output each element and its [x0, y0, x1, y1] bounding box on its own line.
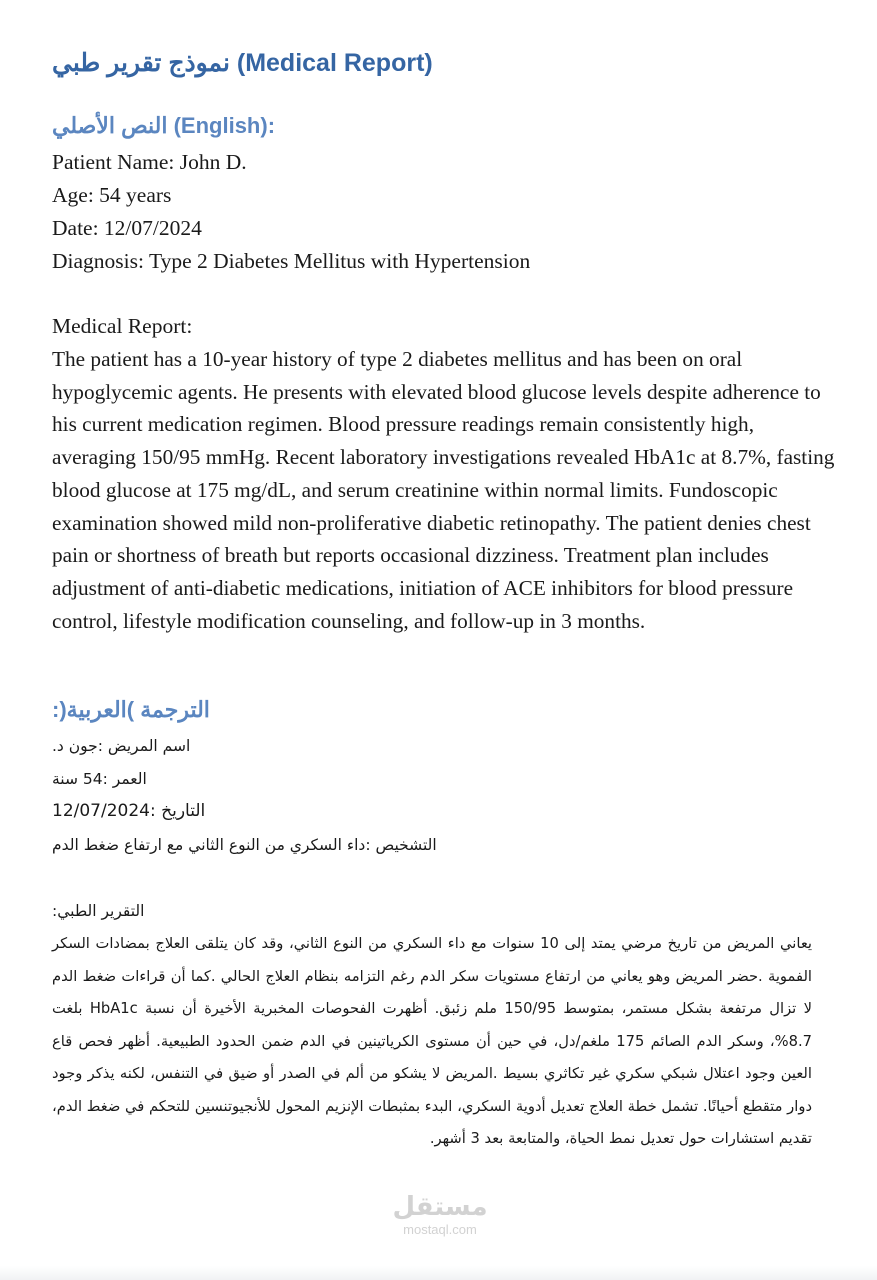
- arabic-diagnosis-line: التشخيص :داء السكري من النوع الثاني مع ارتفاع ضغط الدم: [52, 836, 437, 854]
- translation-section-heading: الترجمة )العربية(:: [52, 697, 210, 722]
- arabic-age-line: العمر :54 سنة: [52, 770, 147, 788]
- watermark-logo: مستقل: [392, 1192, 488, 1222]
- report-body-english: The patient has a 10-year history of type 2 diabetes mellitus and has been on oral hypoglycemic agents. He presents with elevated blood glucose levels despite adherence to his current medication regimen. Blood pressure readings remain consistently high, averaging 150/95 mmHg. Recent laboratory investigations revealed HbA1c at 8.7%, fasting blood glucose at 175 mg/dL, and serum creatinine within normal limits. Fundoscopic examination showed mild non-proliferative diabetic retinopathy. The patient denies chest pain or shortness of breath but reports occasional dizziness. Treatment plan includes adjustment of anti-diabetic medications, initiation of ACE inhibitors for blood pressure control, lifestyle modification counseling, and follow-up in 3 months.: [52, 347, 835, 633]
- patient-name-line: Patient Name: John D.: [52, 150, 247, 174]
- report-body-arabic: يعاني المريض من تاريخ مرضي يمتد إلى 10 سنوات مع داء السكري من النوع الثاني، وقد كان يتلقى العلاج بمضادات السكر الفموية .حضر المريض وهو يعاني من ارتفاع مستويات سكر الدم رغم التزامه بنظام العلاج الحالي .كما أن قراءات ضغط الدم لا تزال مرتفعة بشكل مستمر، بمتوسط 150/95 ملم زئبق. أظهرت الفحوصات المخبرية الأخيرة أن نسبة HbA1c بلغت 8.7%، وسكر الدم الصائم 175 ملغم/دل، في حين أن مستوى الكرياتينين في الدم ضمن الحدود الطبيعية. أظهر فحص قاع العين وجود اعتلال شبكي سكري غير تكاثري بسيط .المريض لا يشكو من ألم في الصدر أو ضيق في التنفس، لكنه يذكر وجود دوار متقطع أحيانًا. تشمل خطة العلاج تعديل أدوية السكري، البدء بمثبطات الإنزيم المحول للأنجيوتنسين للتحكم في ضغط الدم، تقديم استشارات حول تعديل نمط الحياة، والمتابعة بعد 3 أشهر.: [52, 935, 813, 1147]
- arabic-patient-name-line: اسم المريض :جون د.: [52, 737, 191, 755]
- report-label: Medical Report:: [52, 314, 193, 338]
- arabic-date-line: التاريخ :12/07/2024: [52, 801, 206, 821]
- diagnosis-line: Diagnosis: Type 2 Diabetes Mellitus with Hypertension: [52, 249, 531, 273]
- page-bottom-edge: [0, 1266, 877, 1280]
- arabic-report-label: التقرير الطبي:: [52, 902, 145, 920]
- age-line: Age: 54 years: [52, 183, 172, 207]
- document-title: نموذج تقرير طبي (Medical Report): [52, 49, 433, 77]
- date-line: Date: 12/07/2024: [52, 216, 202, 240]
- original-section-heading: النص الأصلي (English):: [52, 113, 276, 138]
- watermark-site: mostaql.com: [403, 1222, 477, 1237]
- watermark: [380, 1192, 500, 1238]
